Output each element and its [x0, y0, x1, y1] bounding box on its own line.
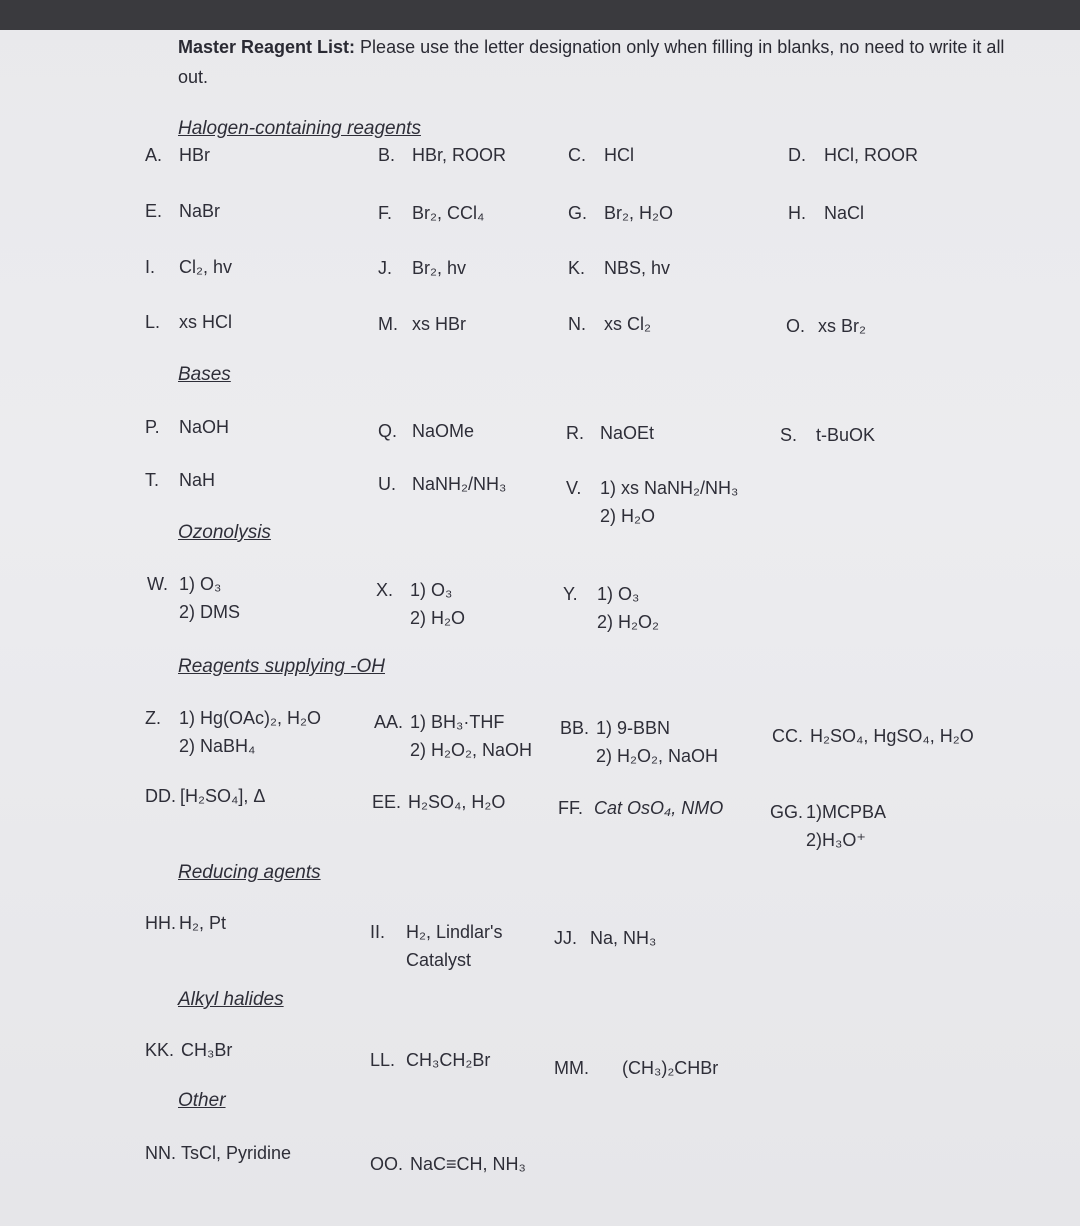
reagent-letter: U. [378, 474, 396, 494]
reagent-text-line2: 2) DMS [179, 602, 241, 622]
reagent-text: xs HCl [179, 312, 232, 332]
section-oh: Reagents supplying -OH [178, 656, 385, 677]
reagent-letter: M. [378, 314, 398, 334]
reagent-text: NBS, hv [604, 258, 671, 278]
reagent-text: 1) BH₃·THF [410, 712, 505, 732]
reagent-letter: II. [370, 922, 386, 942]
reagent-item [378, 417, 474, 445]
reagent-text: H₂SO₄, H₂O [408, 792, 506, 812]
reagent-text: HBr [179, 145, 210, 165]
reagent-text: (CH₃)₂CHBr [622, 1058, 719, 1078]
reagent-letter: EE. [372, 792, 402, 812]
reagent-letter: DD. [145, 786, 176, 806]
reagent-text: NaOEt [600, 423, 655, 443]
reagent-text: Br₂, hv [412, 258, 466, 278]
reagent-letter: Z. [145, 708, 161, 728]
reagent-letter: LL. [370, 1050, 396, 1070]
reagent-letter: L. [145, 312, 161, 332]
reagent-text: TsCl, Pyridine [181, 1143, 292, 1163]
reagent-text: Br₂, H₂O [604, 203, 673, 223]
reagent-item [563, 580, 659, 636]
reagent-letter: W. [147, 574, 168, 594]
reagent-text: [H₂SO₄], Δ [180, 786, 266, 806]
reagent-item [568, 254, 670, 282]
reagent-item [370, 1046, 490, 1074]
reagent-letter: J. [378, 258, 393, 278]
reagent-text: NaBr [179, 201, 221, 221]
reagent-letter: D. [788, 145, 806, 165]
reagent-text: t-BuOK [816, 425, 876, 445]
reagent-item [558, 794, 723, 822]
reagent-text: NaNH₂/NH₃ [412, 474, 507, 494]
reagent-item [370, 918, 502, 974]
reagent-text: Br₂, CCl₄ [412, 203, 485, 223]
reagent-letter: GG. [770, 802, 804, 822]
reagent-item [145, 141, 210, 169]
reagent-item [145, 413, 229, 441]
reagent-text-line2: 2) H₂O₂ [597, 612, 659, 632]
section-other: Other [178, 1090, 226, 1111]
reagent-text: CH₃Br [181, 1040, 233, 1060]
reagent-item [566, 419, 654, 447]
monitor-top-bezel [0, 0, 1080, 30]
reagent-item [560, 714, 718, 770]
reagent-item [147, 570, 240, 626]
reagent-item [145, 253, 232, 281]
reagent-text: 1)MCPBA [806, 802, 887, 822]
intro-text: Please use the letter designation only when filling in blanks, no need to write it all out. [178, 37, 1005, 87]
reagent-letter: FF. [558, 798, 583, 818]
reagent-letter: T. [145, 470, 160, 490]
reagent-text-line2: 2) H₂O [600, 506, 655, 526]
reagent-item [568, 310, 651, 338]
reagent-text-line2: 2) H₂O₂, NaOH [410, 740, 532, 760]
reagent-item [378, 470, 506, 498]
section-halogen: Halogen-containing reagents [178, 118, 421, 139]
reagent-item [378, 254, 466, 282]
reagent-item [374, 708, 532, 764]
reagent-letter: E. [145, 201, 163, 221]
reagent-text-line2: 2)H₃O⁺ [806, 830, 866, 850]
reagent-item [145, 308, 232, 336]
reagent-letter: CC. [772, 726, 803, 746]
reagent-text: xs HBr [412, 314, 466, 334]
reagent-item [372, 788, 505, 816]
reagent-letter: P. [145, 417, 160, 437]
reagent-text: NaOH [179, 417, 230, 437]
reagent-letter: O. [786, 316, 806, 336]
reagent-text: 1) xs NaNH₂/NH₃ [600, 478, 739, 498]
reagent-text: H₂SO₄, HgSO₄, H₂O [810, 726, 974, 746]
reagent-text: Cl₂, hv [179, 257, 232, 277]
reagent-text: NaC≡CH, NH₃ [410, 1154, 526, 1174]
reagent-text: Na, NH₃ [590, 928, 657, 948]
reagent-letter: R. [566, 423, 584, 443]
reagent-letter: OO. [370, 1154, 404, 1174]
reagent-item [786, 312, 866, 340]
intro-heading: Master Reagent List: [178, 37, 356, 57]
reagent-item [772, 722, 974, 750]
intro-paragraph [178, 32, 1038, 92]
reagent-item [568, 199, 673, 227]
section-bases: Bases [178, 364, 231, 385]
reagent-item [145, 1139, 291, 1167]
reagent-item [770, 798, 886, 854]
reagent-item [554, 924, 656, 952]
reagent-item [145, 1036, 232, 1064]
section-reducing: Reducing agents [178, 862, 321, 883]
reagent-text: 1) O₃ [179, 574, 222, 594]
reagent-item [376, 576, 465, 632]
reagent-letter: H. [788, 203, 806, 223]
reagent-text: H₂, Lindlar's [406, 922, 503, 942]
reagent-letter: F. [378, 203, 393, 223]
reagent-text-line2: 2) H₂O [410, 608, 465, 628]
reagent-text: CH₃CH₂Br [406, 1050, 491, 1070]
reagent-text: HCl, ROOR [824, 145, 918, 165]
reagent-text: NaCl [824, 203, 865, 223]
reagent-text: NaOMe [412, 421, 475, 441]
reagent-letter: KK. [145, 1040, 175, 1060]
reagent-letter: K. [568, 258, 586, 278]
reagent-letter: Y. [563, 584, 578, 604]
reagent-text-line2: 2) H₂O₂, NaOH [596, 746, 718, 766]
reagent-letter: NN. [145, 1143, 176, 1163]
reagent-letter: I. [145, 257, 156, 277]
reagent-letter: G. [568, 203, 588, 223]
reagent-item [145, 782, 265, 810]
reagent-item [145, 197, 220, 225]
reagent-text: xs Cl₂ [604, 314, 651, 334]
reagent-item [145, 466, 215, 494]
reagent-text: 1) Hg(OAc)₂, H₂O [179, 708, 321, 728]
reagent-item [568, 141, 634, 169]
reagent-item [145, 704, 321, 760]
reagent-letter: N. [568, 314, 586, 334]
reagent-item [378, 141, 506, 169]
reagent-item [788, 199, 864, 227]
reagent-text: H₂, Pt [179, 913, 226, 933]
reagent-item [780, 421, 875, 449]
reagent-letter: JJ. [554, 928, 578, 948]
reagent-letter: MM. [554, 1058, 589, 1078]
reagent-item [788, 141, 918, 169]
reagent-text: 1) O₃ [597, 584, 640, 604]
section-ozonolysis: Ozonolysis [178, 522, 271, 543]
reagent-text: HBr, ROOR [412, 145, 507, 165]
reagent-text-line2: Catalyst [406, 950, 472, 970]
reagent-text: HCl [604, 145, 634, 165]
reagent-letter: B. [378, 145, 396, 165]
reagent-letter: A. [145, 145, 163, 165]
reagent-item [378, 310, 466, 338]
reagent-letter: C. [568, 145, 586, 165]
reagent-text: xs Br₂ [818, 316, 866, 336]
reagent-letter: HH. [145, 913, 176, 933]
reagent-text: Cat OsO₄, NMO [594, 798, 724, 818]
reagent-text-line2: 2) NaBH₄ [179, 736, 256, 756]
reagent-item [145, 909, 226, 937]
reagent-text: NaH [179, 470, 216, 490]
section-alkyl: Alkyl halides [178, 989, 284, 1010]
reagent-letter: Q. [378, 421, 398, 441]
reagent-item [566, 474, 738, 530]
reagent-letter: AA. [374, 712, 404, 732]
reagent-item [554, 1054, 718, 1082]
reagent-letter: BB. [560, 718, 590, 738]
reagent-letter: X. [376, 580, 394, 600]
reagent-letter: V. [566, 478, 582, 498]
reagent-item [370, 1150, 526, 1178]
reagent-item [378, 199, 484, 227]
reagent-text: 1) O₃ [410, 580, 453, 600]
reagent-letter: S. [780, 425, 798, 445]
reagent-text: 1) 9-BBN [596, 718, 671, 738]
